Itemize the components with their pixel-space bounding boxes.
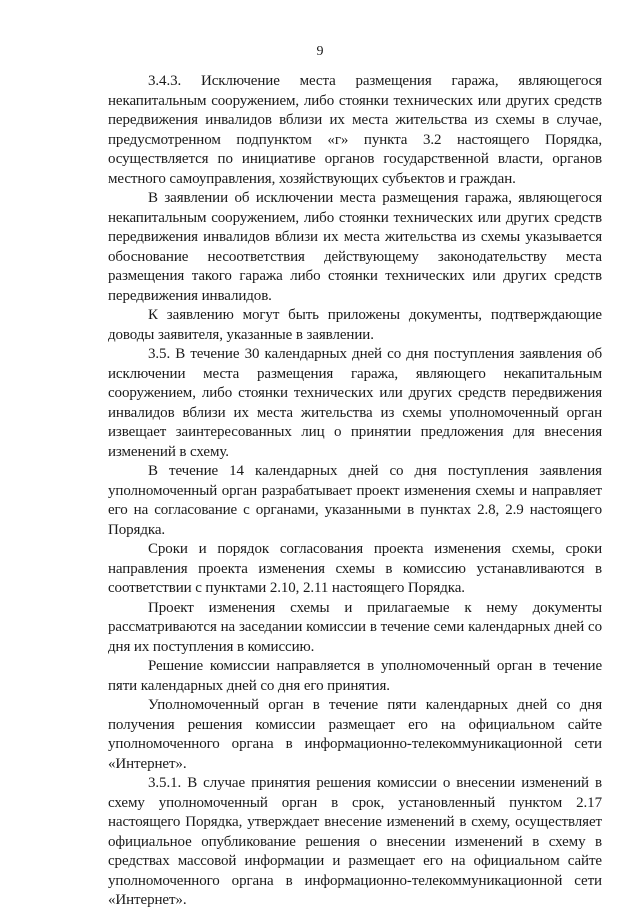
page-number: 9	[316, 44, 324, 59]
paragraph-publication-site: Уполномоченный орган в течение пяти календарных дней со дня получения решения комиссии размещает его на официальном сайте уполномоченного органа в информационно-телекоммуникационной сети «Интернет».	[108, 697, 602, 772]
paragraph-3-5-1: 3.5.1. В случае принятия решения комиссии о внесении изменений в схему уполномоченный орган в срок, установленный пунктом 2.17 настоящего Порядка, утверждает внесение изменений в схему, осуществляет официальное опубликование решения о внесении изменений в схему в средствах массовой информации и размещает его на официальном сайте уполномоченного органа в информационно-телекоммуникационной сети «Интернет».	[108, 775, 602, 908]
paragraph-approval-terms: Сроки и порядок согласования проекта изменения схемы, сроки направления проекта изменения схемы в комиссию устанавливаются в соответствии с пунктами 2.10, 2.11 настоящего Порядка.	[108, 541, 602, 596]
paragraph-application-content: В заявлении об исключении места размещения гаража, являющегося некапитальным сооружением, либо стоянки технических или других средств передвижения инвалидов вблизи их места жительства из схемы указывается обоснование несоответствия действующему законодательству места размещения такого гаража либо стоянки технических или других средств передвижения инвалидов.	[108, 190, 602, 304]
paragraph-3-4-3: 3.4.3. Исключение места размещения гаража, являющегося некапитальным сооружением, либо стоянки технических или других средств передвижения инвалидов вблизи их места жительства из схемы в случае, предусмотренном подпунктом «г» пункта 3.2 настоящего Порядка, осуществляется по инициативе органов государственной власти, органов местного самоуправления, хозяйствующих субъектов и граждан.	[108, 73, 602, 187]
paragraph-14-days: В течение 14 календарных дней со дня поступления заявления уполномоченный орган разрабатывает проект изменения схемы и направляет его на согласование с органами, указанными в пунктах 2.8, 2.9 настоящего Порядка.	[108, 463, 602, 538]
paragraph-commission-decision: Решение комиссии направляется в уполномоченный орган в течение пяти календарных дней со дня его принятия.	[108, 658, 602, 694]
paragraph-attachments: К заявлению могут быть приложены документы, подтверждающие доводы заявителя, указанные в заявлении.	[108, 307, 602, 343]
document-body	[108, 72, 602, 911]
paragraph-3-5: 3.5. В течение 30 календарных дней со дня поступления заявления об исключении места размещения гаража, являющего некапитальным сооружением, либо стоянки технических или других средств передвижения инвалидов вблизи их места жительства из схемы уполномоченный орган извещает заинтересованных лиц о принятии предложения для внесения изменений в схему.	[108, 346, 602, 460]
paragraph-project-review: Проект изменения схемы и прилагаемые к нему документы рассматриваются на заседании комиссии в течение семи календарных дней со дня их поступления в комиссию.	[108, 599, 602, 655]
